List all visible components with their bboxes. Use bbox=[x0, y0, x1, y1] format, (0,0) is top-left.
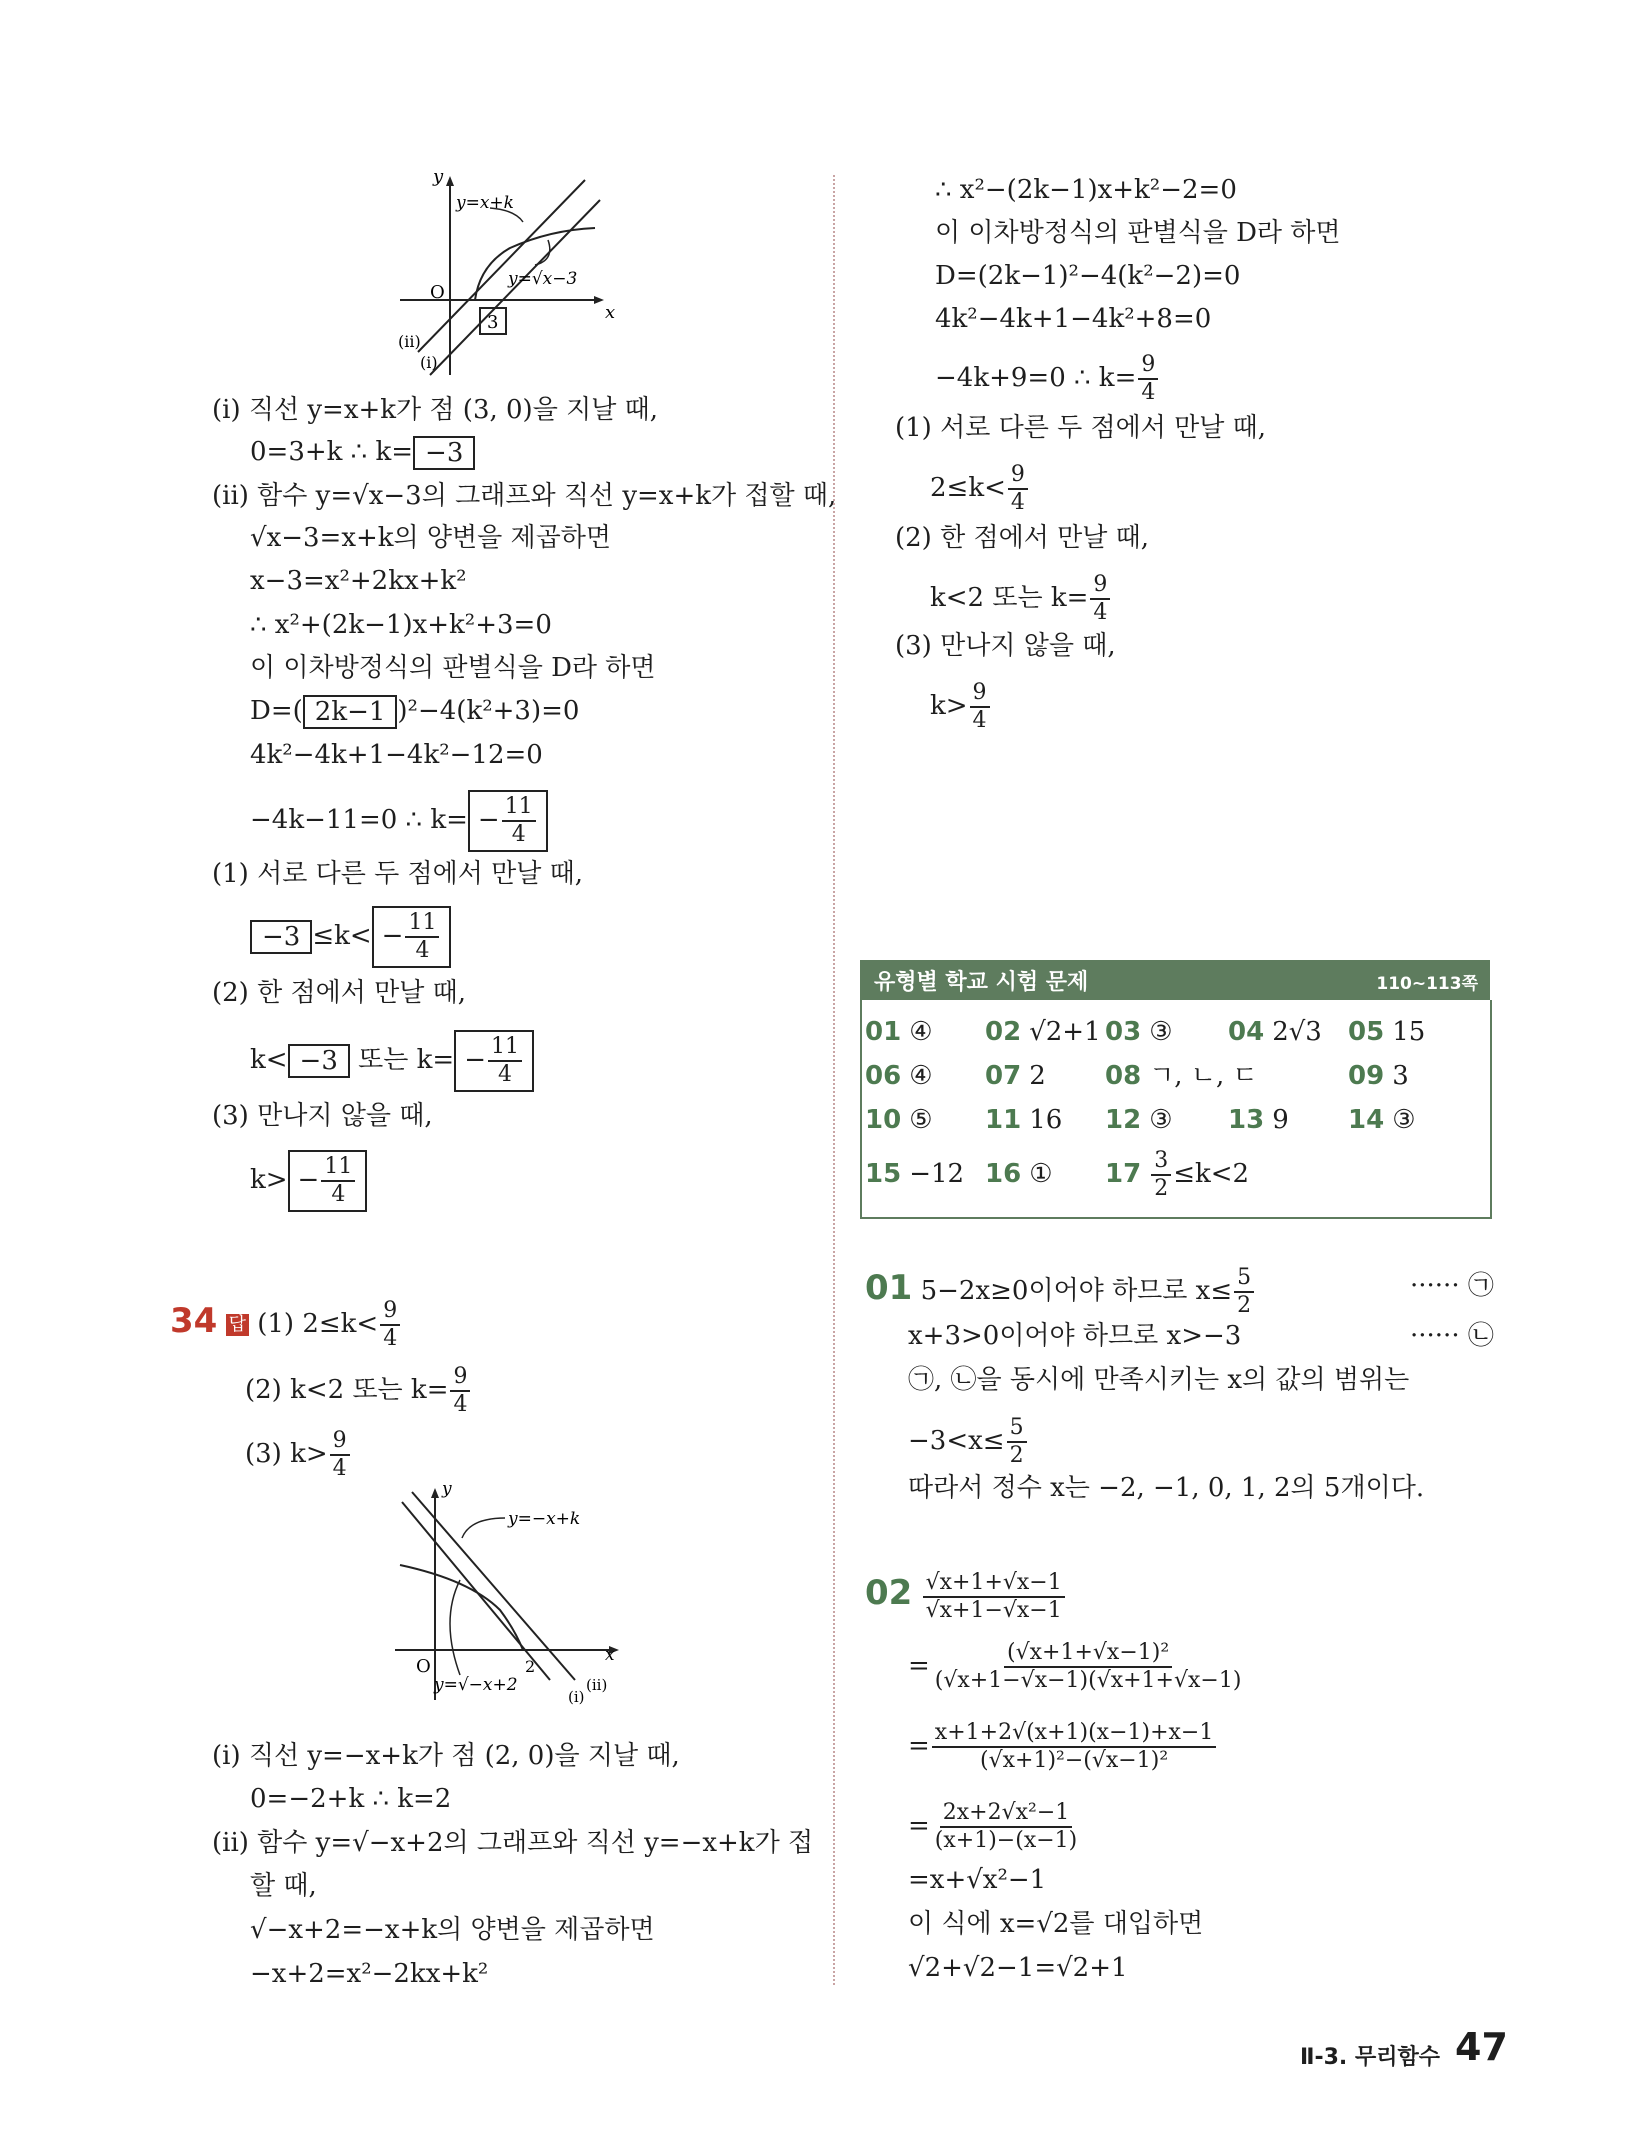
blank-box bbox=[468, 790, 548, 852]
graph1-curve-label: y=√x−3 bbox=[508, 269, 578, 289]
answer-number: 04 bbox=[1228, 1017, 1265, 1047]
left-simplify: 4k²−4k+1−4k²−12=0 bbox=[250, 740, 543, 770]
sol01-number: 01 bbox=[865, 1268, 913, 1308]
blank-box: −3 bbox=[413, 436, 475, 470]
answer-number: 06 bbox=[865, 1061, 902, 1091]
right-a3-text: k> bbox=[930, 691, 968, 721]
graph-tangent-line-sqrt-neg-x-plus-2 bbox=[390, 1480, 630, 1705]
right-discriminant-intro: 이 이차방정식의 판별식을 D라 하면 bbox=[935, 218, 1341, 248]
left-a2-a: k< bbox=[250, 1045, 288, 1075]
left-quadratic: ∴ x²+(2k−1)x+k²+3=0 bbox=[250, 610, 552, 640]
frac-num: 9 bbox=[1008, 462, 1028, 490]
answer-number: 12 bbox=[1105, 1105, 1142, 1135]
blank-box: −3 bbox=[288, 1044, 350, 1078]
right-a1-text: 2≤k< bbox=[930, 473, 1006, 503]
frac-den: (x+1)−(x−1) bbox=[934, 1828, 1078, 1853]
answer-value: ④ bbox=[909, 1017, 933, 1047]
right-a1 bbox=[930, 462, 1030, 516]
sol01-line5: 따라서 정수 x는 −2, −1, 0, 1, 2의 5개이다. bbox=[908, 1473, 1425, 1503]
left-case-i-2: (i) 직선 y=−x+k가 점 (2, 0)을 지날 때, bbox=[212, 1741, 680, 1771]
blank-box: 2k−1 bbox=[303, 695, 398, 729]
sol02-line3 bbox=[908, 1720, 1218, 1774]
left-a2-b: 또는 k= bbox=[349, 1045, 455, 1075]
left-a1-mid: ≤k< bbox=[312, 921, 372, 951]
blank-box bbox=[288, 1150, 368, 1212]
sol02-number: 02 bbox=[865, 1573, 913, 1613]
left-square-both-2: √−x+2=−x+k의 양변을 제곱하면 bbox=[250, 1915, 655, 1945]
frac-num: 11 bbox=[321, 1154, 355, 1182]
left-case-ii-2: (ii) 함수 y=√−x+2의 그래프와 직선 y=−x+k가 접 bbox=[212, 1828, 814, 1858]
right-a2 bbox=[930, 572, 1112, 626]
frac-den: 4 bbox=[497, 1062, 512, 1087]
frac-num: 11 bbox=[405, 910, 439, 938]
frac-num: 9 bbox=[1090, 572, 1110, 600]
answer-number: 07 bbox=[985, 1061, 1022, 1091]
graph1-case-i: (i) bbox=[420, 353, 438, 372]
sol01-mark1: ······ ㉠ bbox=[1410, 1271, 1494, 1301]
frac-den: (√x+1)²−(√x−1)² bbox=[980, 1748, 1169, 1773]
neg-sign: − bbox=[297, 1165, 320, 1195]
frac-num: √x+1+√x−1 bbox=[923, 1570, 1065, 1598]
answer-value: ③ bbox=[1149, 1105, 1173, 1135]
answer-number: 15 bbox=[865, 1159, 902, 1189]
left-k-2: 0=−2+k ∴ k=2 bbox=[250, 1784, 452, 1814]
sol02-line6: 이 식에 x=√2를 대입하면 bbox=[908, 1909, 1204, 1939]
right-solve-k bbox=[935, 352, 1160, 406]
frac-den: 4 bbox=[1141, 380, 1156, 405]
graph2-tick-2: 2 bbox=[525, 1657, 536, 1676]
p34-3-text: (3) k> bbox=[245, 1439, 328, 1469]
equals-sign: = bbox=[908, 1811, 930, 1841]
frac-den: √x+1−√x−1 bbox=[925, 1598, 1062, 1623]
answer-15 bbox=[865, 1156, 964, 1192]
answer-04 bbox=[1228, 1014, 1322, 1050]
frac-den: 4 bbox=[1010, 490, 1025, 515]
left-expand-2: −x+2=x²−2kx+k² bbox=[250, 1959, 489, 1989]
right-a3 bbox=[930, 680, 992, 734]
answer-value: ① bbox=[1029, 1159, 1053, 1189]
sol01-line1-text: 5−2x≥0이어야 하므로 x≤ bbox=[920, 1276, 1233, 1306]
frac-num: 3 bbox=[1151, 1148, 1171, 1176]
right-solve-k-text: −4k+9=0 ∴ k= bbox=[935, 363, 1137, 393]
frac-num: 9 bbox=[450, 1364, 470, 1392]
frac-den: 4 bbox=[511, 822, 526, 847]
left-case-i-text: (i) 직선 y=x+k가 점 (3, 0)을 지날 때, bbox=[212, 395, 658, 425]
sol02-line4 bbox=[908, 1800, 1082, 1854]
left-a2 bbox=[250, 1030, 534, 1092]
answer-03 bbox=[1105, 1014, 1173, 1050]
blank-box bbox=[454, 1030, 534, 1092]
frac-den: 2 bbox=[1154, 1176, 1169, 1201]
frac-den: (√x+1−√x−1)(√x+1+√x−1) bbox=[934, 1668, 1242, 1693]
left-square-both: √x−3=x+k의 양변을 제곱하면 bbox=[250, 523, 612, 553]
neg-sign: − bbox=[477, 805, 500, 835]
answer-value: ③ bbox=[1149, 1017, 1173, 1047]
graph2-ylabel: y bbox=[442, 1480, 452, 1499]
frac-den: 4 bbox=[453, 1392, 468, 1417]
graph1-ylabel: y bbox=[433, 170, 444, 187]
frac-num: 11 bbox=[502, 794, 536, 822]
answer-number: 02 bbox=[985, 1017, 1022, 1047]
frac-num: 9 bbox=[330, 1428, 350, 1456]
sol01-line4 bbox=[908, 1415, 1029, 1469]
problem-34-number: 34 bbox=[170, 1301, 218, 1341]
frac-num: 5 bbox=[1234, 1265, 1254, 1293]
section-title: 유형별 학교 시험 문제 bbox=[874, 970, 1089, 995]
left-solve-k bbox=[250, 790, 548, 852]
graph1-origin: O bbox=[430, 282, 445, 303]
left-a3-a: k> bbox=[250, 1165, 288, 1195]
answer-value: ⑤ bbox=[909, 1105, 933, 1135]
left-expand: x−3=x²+2kx+k² bbox=[250, 566, 467, 596]
equals-sign: = bbox=[908, 1731, 930, 1761]
neg-sign: − bbox=[381, 921, 404, 951]
left-discriminant-intro: 이 이차방정식의 판별식을 D라 하면 bbox=[250, 653, 656, 683]
frac-num: 9 bbox=[1138, 352, 1158, 380]
left-a3 bbox=[250, 1150, 367, 1212]
frac-den: 4 bbox=[1093, 600, 1108, 625]
frac-num: 5 bbox=[1007, 1415, 1027, 1443]
sol01-line2: x+3>0이어야 하므로 x>−3 bbox=[908, 1321, 1242, 1351]
answer-16 bbox=[985, 1156, 1053, 1192]
sol02-line7: √2+√2−1=√2+1 bbox=[908, 1953, 1128, 1983]
answer-value: ≤k<2 bbox=[1173, 1159, 1250, 1189]
graph1-case-ii: (ii) bbox=[398, 332, 421, 351]
left-eq-k-3-text: 0=3+k ∴ k= bbox=[250, 437, 414, 467]
frac-den: 4 bbox=[331, 1182, 346, 1207]
blank-box: −3 bbox=[250, 920, 312, 954]
frac-den: 4 bbox=[972, 708, 987, 733]
blank-box bbox=[372, 906, 452, 968]
answer-09 bbox=[1348, 1058, 1409, 1094]
frac-den: 2 bbox=[1009, 1443, 1024, 1468]
footer-chapter: Ⅱ-3. 무리함수 bbox=[1300, 2045, 1440, 2070]
answer-06 bbox=[865, 1058, 933, 1094]
right-q1: (1) 서로 다른 두 점에서 만날 때, bbox=[895, 413, 1266, 443]
frac-den: 2 bbox=[1237, 1293, 1252, 1318]
equals-sign: = bbox=[908, 1651, 930, 1681]
answer-number: 11 bbox=[985, 1105, 1022, 1135]
problem-34-answer-3 bbox=[245, 1428, 352, 1482]
right-simplify: 4k²−4k+1−4k²+8=0 bbox=[935, 304, 1212, 334]
answer-value: ③ bbox=[1392, 1105, 1416, 1135]
answer-10 bbox=[865, 1102, 933, 1138]
answer-number: 03 bbox=[1105, 1017, 1142, 1047]
answer-value: 2 bbox=[1029, 1061, 1046, 1091]
frac-den: 4 bbox=[415, 938, 430, 963]
frac-num: (√x+1+√x−1)² bbox=[1004, 1640, 1172, 1668]
left-q3: (3) 만나지 않을 때, bbox=[212, 1101, 433, 1131]
sol02-line1 bbox=[865, 1570, 1067, 1624]
answer-value: 3 bbox=[1392, 1061, 1409, 1091]
answer-11 bbox=[985, 1102, 1062, 1138]
graph-tangent-line-sqrt-x-minus-3 bbox=[390, 170, 620, 380]
graph2-xlabel: x bbox=[605, 1645, 615, 1665]
frac-den: 4 bbox=[383, 1326, 398, 1351]
problem-34-answer-1 bbox=[170, 1298, 402, 1352]
right-a2-text: k<2 또는 k= bbox=[930, 583, 1089, 613]
answer-number: 01 bbox=[865, 1017, 902, 1047]
answer-number: 10 bbox=[865, 1105, 902, 1135]
graph1-tick-3: 3 bbox=[487, 312, 499, 333]
answer-value: 16 bbox=[1029, 1105, 1063, 1135]
answer-value: 9 bbox=[1272, 1105, 1289, 1135]
frac-num: 2x+2√x²−1 bbox=[940, 1800, 1073, 1828]
answer-tag: 답 bbox=[226, 1314, 249, 1336]
p34-1-text: (1) 2≤k< bbox=[257, 1309, 379, 1339]
graph2-line-label: y=−x+k bbox=[508, 1509, 581, 1529]
answer-number: 14 bbox=[1348, 1105, 1385, 1135]
answer-section-header bbox=[860, 960, 1490, 1000]
answer-02 bbox=[985, 1014, 1101, 1050]
left-case-ii-text: (ii) 함수 y=√x−3의 그래프와 직선 y=x+k가 접할 때, bbox=[212, 481, 837, 511]
left-q2: (2) 한 점에서 만날 때, bbox=[212, 978, 466, 1008]
answer-12 bbox=[1105, 1102, 1173, 1138]
answer-14 bbox=[1348, 1102, 1416, 1138]
graph2-origin: O bbox=[416, 1656, 431, 1677]
sol01-line1 bbox=[865, 1265, 1256, 1319]
sol01-line3: ㉠, ㉡을 동시에 만족시키는 x의 값의 범위는 bbox=[908, 1365, 1410, 1395]
answer-17 bbox=[1105, 1148, 1249, 1202]
column-divider bbox=[833, 175, 835, 1985]
problem-34-answer-2 bbox=[245, 1364, 472, 1418]
answer-08 bbox=[1105, 1058, 1258, 1094]
left-solve-k-text: −4k−11=0 ∴ k= bbox=[250, 805, 468, 835]
left-discriminant-b: )²−4(k²+3)=0 bbox=[397, 696, 580, 726]
answer-number: 05 bbox=[1348, 1017, 1385, 1047]
answer-number: 16 bbox=[985, 1159, 1022, 1189]
right-q3: (3) 만나지 않을 때, bbox=[895, 631, 1116, 661]
left-eq-k-3 bbox=[250, 434, 475, 470]
sol02-line2 bbox=[908, 1640, 1246, 1694]
graph2-case-ii: (ii) bbox=[586, 1676, 608, 1694]
answer-13 bbox=[1228, 1102, 1289, 1138]
answer-number: 13 bbox=[1228, 1105, 1265, 1135]
neg-sign: − bbox=[464, 1045, 486, 1075]
answer-value: 2√3 bbox=[1272, 1017, 1322, 1047]
left-discriminant-a: D=( bbox=[250, 696, 303, 726]
p34-2-text: (2) k<2 또는 k= bbox=[245, 1375, 449, 1405]
page-number: 47 bbox=[1455, 2025, 1508, 2069]
answer-value: 15 bbox=[1392, 1017, 1426, 1047]
right-q2: (2) 한 점에서 만날 때, bbox=[895, 523, 1149, 553]
left-case-ii-2-cont: 할 때, bbox=[250, 1871, 317, 1901]
answer-value: −12 bbox=[909, 1159, 965, 1189]
left-discriminant-eq bbox=[250, 693, 579, 729]
frac-num: x+1+2√(x+1)(x−1)+x−1 bbox=[932, 1720, 1217, 1748]
answer-number: 09 bbox=[1348, 1061, 1385, 1091]
graph1-xlabel: x bbox=[605, 302, 616, 323]
answer-number: 17 bbox=[1105, 1159, 1142, 1189]
frac-num: 11 bbox=[488, 1034, 522, 1062]
graph2-curve-label: y=√−x+2 bbox=[434, 1675, 518, 1695]
sol01-line4-text: −3<x≤ bbox=[908, 1426, 1005, 1456]
answer-01 bbox=[865, 1014, 933, 1050]
graph2-case-i: (i) bbox=[568, 1688, 585, 1705]
answer-value: √2+1 bbox=[1029, 1017, 1101, 1047]
sol01-mark2: ······ ㉡ bbox=[1410, 1321, 1494, 1351]
section-pages: 110~113쪽 bbox=[1376, 974, 1478, 994]
frac-num: 9 bbox=[970, 680, 990, 708]
answer-07 bbox=[985, 1058, 1046, 1094]
frac-den: 4 bbox=[332, 1456, 347, 1481]
answer-05 bbox=[1348, 1014, 1425, 1050]
right-quadratic: ∴ x²−(2k−1)x+k²−2=0 bbox=[935, 175, 1237, 205]
right-discriminant-eq: D=(2k−1)²−4(k²−2)=0 bbox=[935, 261, 1241, 291]
answer-number: 08 bbox=[1105, 1061, 1142, 1091]
left-a1 bbox=[250, 906, 451, 968]
frac-num: 9 bbox=[380, 1298, 400, 1326]
answer-value: ④ bbox=[909, 1061, 933, 1091]
left-q1: (1) 서로 다른 두 점에서 만날 때, bbox=[212, 859, 583, 889]
answer-value: ㄱ, ㄴ, ㄷ bbox=[1149, 1061, 1258, 1091]
graph1-line-label: y=x+k bbox=[456, 193, 514, 213]
sol02-line5: =x+√x²−1 bbox=[908, 1865, 1047, 1895]
